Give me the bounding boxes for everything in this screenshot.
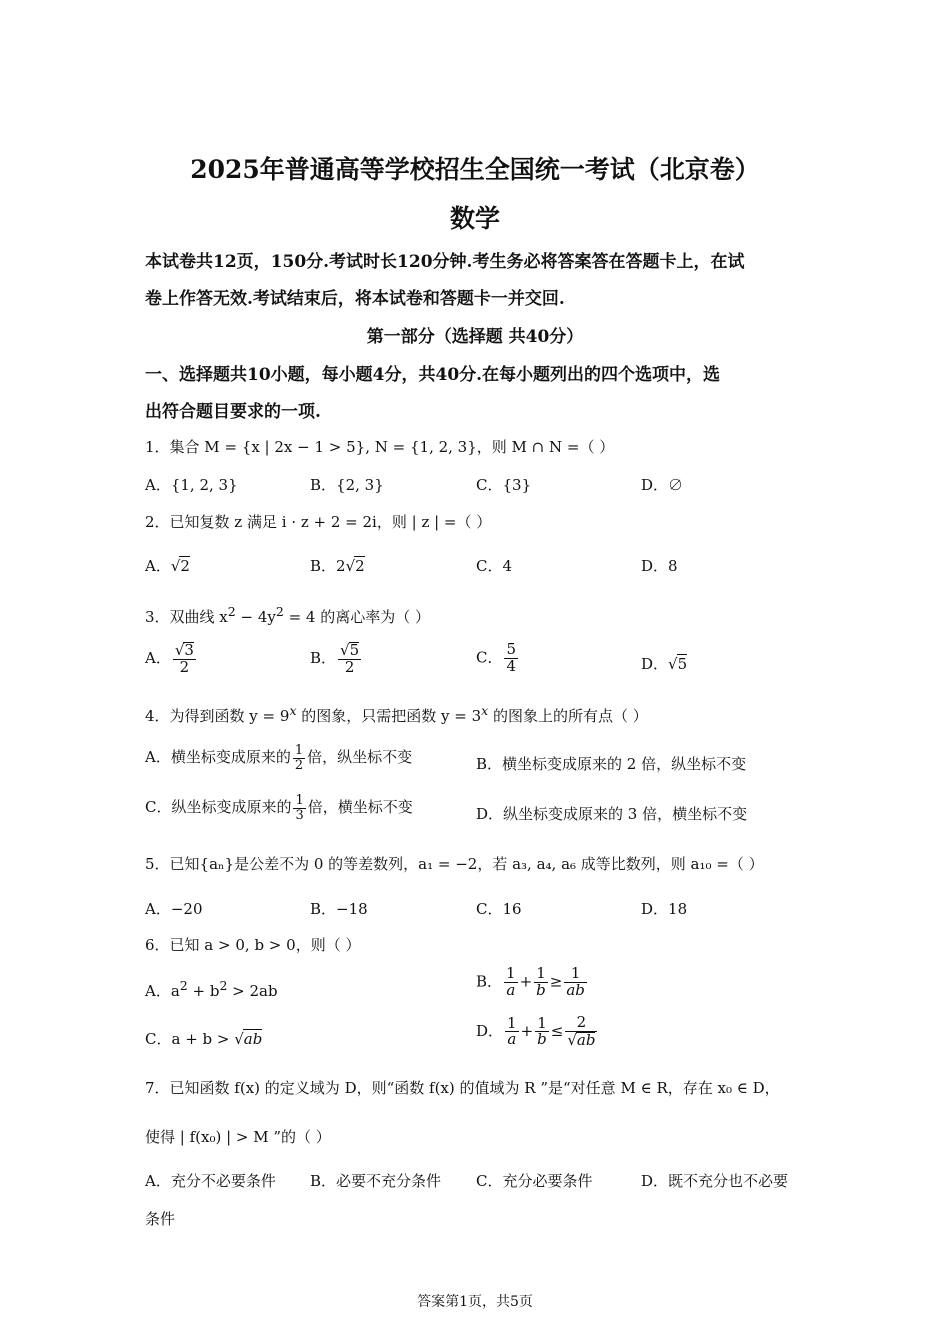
q5-option-d: D．18 (641, 900, 688, 918)
q2-a-radicand: 2 (180, 557, 190, 575)
q4-option-d: D．纵坐标变成原来的 3 倍，横坐标不变 (476, 805, 748, 823)
q5-stem: 5．已知{aₙ}是公差不为 0 的等差数列，a₁ = −2，若 a₃, a₄, a₆ 成等比数列，则 a₁₀ =（ ） (145, 855, 764, 873)
instructions-line-2: 卷上作答无效.考试结束后，将本试卷和答题卡一并交回. (145, 289, 565, 309)
q6-stem: 6．已知 a > 0, b > 0，则（ ） (145, 936, 361, 954)
q7-stem-line-1: 7．已知函数 f(x) 的定义域为 D，则“函数 f(x) 的值域为 R ”是“对任意 M ∈ R，存在 x₀ ∈ D， (145, 1079, 780, 1097)
q5-option-b: B．−18 (310, 900, 368, 918)
q6-option-b: B． $\frac{1}{a}$ + $\frac{1}{b}$ ≥ $\frac{1}{ab}$ (476, 964, 585, 999)
q7-stem-line-2: 使得 | f(x₀) | > M ”的（ ） (145, 1128, 331, 1146)
q1-stem: 1．集合 M = {x | 2x − 1 > 5}, N = {1, 2, 3}，则 M ∩ N =（ ） (145, 438, 615, 456)
q4-option-a: A．横坐标变成原来的 $\frac{1}{2}$ 倍，纵坐标不变 (145, 743, 413, 773)
q1-option-a: A．{1, 2, 3} (145, 476, 238, 494)
q7-option-d: D．既不充分也不必要 (641, 1172, 789, 1190)
q5-option-c: C．16 (476, 900, 522, 918)
q2-option-b: B．2√2 (310, 557, 365, 575)
q4-option-b: B．横坐标变成原来的 2 倍，纵坐标不变 (476, 755, 747, 773)
section-heading-line-2: 出符合题目要求的一项. (145, 402, 321, 422)
q7-option-a: A．充分不必要条件 (145, 1172, 276, 1190)
q2-b-radicand: 2 (355, 557, 365, 575)
page-footer: 答案第1页，共5页 (417, 1294, 533, 1310)
q6-option-d: D． $\frac{1}{a}$ + $\frac{1}{b}$ ≤ $\frac{2}{√ab}$ (476, 1013, 596, 1049)
q6-option-c: C．a + b > √ab (145, 1030, 263, 1048)
q1-option-b: B．{2, 3} (310, 476, 384, 494)
q2-option-a: A．√2 (145, 557, 190, 575)
instructions-line-1: 本试卷共12页，150分.考试时长120分钟.考生务必将答案答在答题卡上，在试 (145, 252, 745, 272)
q3-option-d: D．√5 (641, 655, 688, 673)
q5-option-a: A．−20 (145, 900, 203, 918)
q7-option-c: C．充分必要条件 (476, 1172, 593, 1190)
q7-option-b: B．必要不充分条件 (310, 1172, 442, 1190)
subject-title: 数学 (449, 204, 500, 233)
q3-option-c: C． $\frac{5}{4}$ (476, 640, 517, 675)
part1-heading: 第一部分（选择题 共40分） (366, 327, 584, 347)
q2-stem: 2．已知复数 z 满足 i · z + 2 = 2i，则 | z | =（ ） (145, 513, 492, 531)
q4-option-c: C．纵坐标变成原来的 $\frac{1}{3}$ 倍，横坐标不变 (145, 793, 413, 823)
q3-option-a: A． $\frac{√3}{2}$ (145, 641, 194, 676)
q2-option-d: D．8 (641, 557, 678, 575)
q1-option-c: C．{3} (476, 476, 532, 494)
exam-title: 2025年普通高等学校招生全国统一考试（北京卷） (190, 155, 760, 184)
q7-option-d-wrap: 条件 (145, 1210, 176, 1228)
q6-option-a: A．$a^2 + b^2 > 2ab$ (145, 978, 278, 1000)
q3-option-b: B． $\frac{√5}{2}$ (310, 641, 360, 676)
section-heading-line-1: 一、选择题共10小题，每小题4分，共40分.在每小题列出的四个选项中，选 (145, 365, 721, 385)
q4-stem: 4．为得到函数 $y = 9^x$ 的图象，只需把函数 $y = 3^x$ 的图象上的所有点（ ） (145, 703, 648, 725)
q3-stem: 3．双曲线 $x^2 - 4y^2 = 4$ 的离心率为（ ） (145, 604, 430, 626)
q2-option-c: C．4 (476, 557, 513, 575)
q1-option-d: D．∅ (641, 476, 684, 494)
